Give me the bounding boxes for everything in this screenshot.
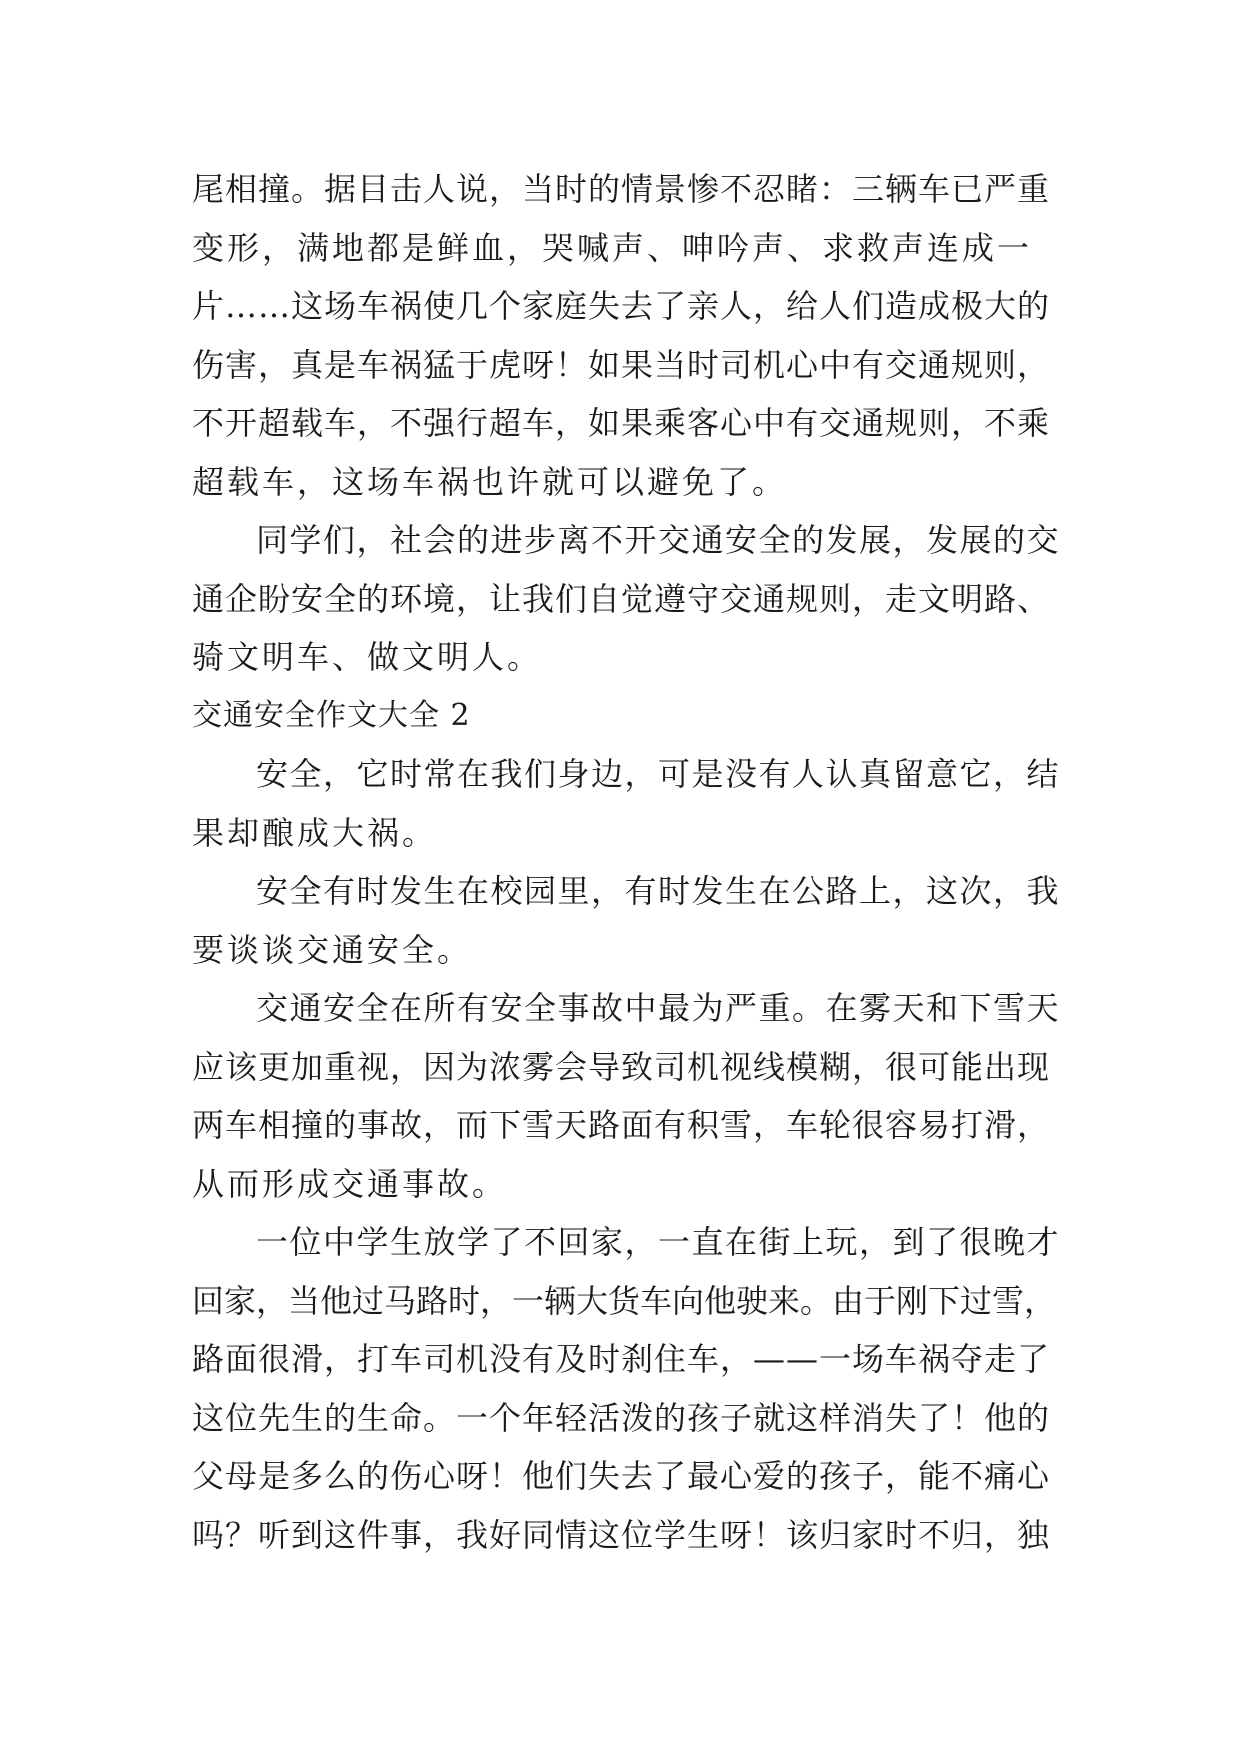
text-line: 父母是多么的伤心呀！他们失去了最心爱的孩子，能不痛心 [192, 1457, 1051, 1495]
text-line: 从而形成交通事故。 [192, 1164, 508, 1203]
text-line: 不开超载车，不强行超车，如果乘客心中有交通规则，不乘 [192, 404, 1051, 442]
text-line: 通企盼安全的环境，让我们自觉遵守交通规则，走文明路、 [192, 579, 1051, 618]
text-line: 这位先生的生命。一个年轻活泼的孩子就这样消失了！他的 [192, 1398, 1051, 1437]
document-body [192, 160, 1060, 1564]
text-line: 回家，当他过马路时，一辆大货车向他驶来。由于刚下过雪， [192, 1281, 1057, 1320]
text-line: 应该更加重视，因为浓雾会导致司机视线模糊，很可能出现 [192, 1047, 1051, 1086]
text-line: 超载车，这场车祸也许就可以避免了。 [192, 462, 788, 501]
text-line: 交通安全在所有安全事故中最为严重。在雾天和下雪天 [256, 989, 1061, 1027]
text-line: 一位中学生放学了不回家，一直在街上玩，到了很晚才 [256, 1223, 1061, 1261]
text-line: 伤害，真是车祸猛于虎呀！如果当时司机心中有交通规则， [192, 345, 1051, 384]
text-line: 安全有时发生在校园里，有时发生在公路上，这次，我 [256, 872, 1061, 910]
text-line: 尾相撞。据目击人说，当时的情景惨不忍睹：三辆车已严重 [192, 170, 1051, 208]
text-line: 安全，它时常在我们身边，可是没有人认真留意它，结 [256, 755, 1061, 793]
text-line: 片……这场车祸使几个家庭失去了亲人，给人们造成极大的 [192, 287, 1051, 325]
text-line: 吗？听到这件事，我好同情这位学生呀！该归家时不归，独 [192, 1515, 1051, 1554]
text-line: 果却酿成大祸。 [192, 813, 438, 852]
text-line: 骑文明车、做文明人。 [192, 638, 543, 676]
text-line: 变形，满地都是鲜血，哭喊声、呻吟声、求救声连成一 [192, 228, 1033, 267]
text-line: 两车相撞的事故，而下雪天路面有积雪，车轮很容易打滑， [192, 1106, 1051, 1144]
text-line: 要谈谈交通安全。 [192, 930, 473, 969]
text-line: 同学们，社会的进步离不开交通安全的发展，发展的交 [256, 521, 1061, 559]
text-line: 路面很滑，打车司机没有及时刹住车，——一场车祸夺走了 [192, 1340, 1051, 1378]
section-heading: 交通安全作文大全 2 [192, 697, 471, 733]
